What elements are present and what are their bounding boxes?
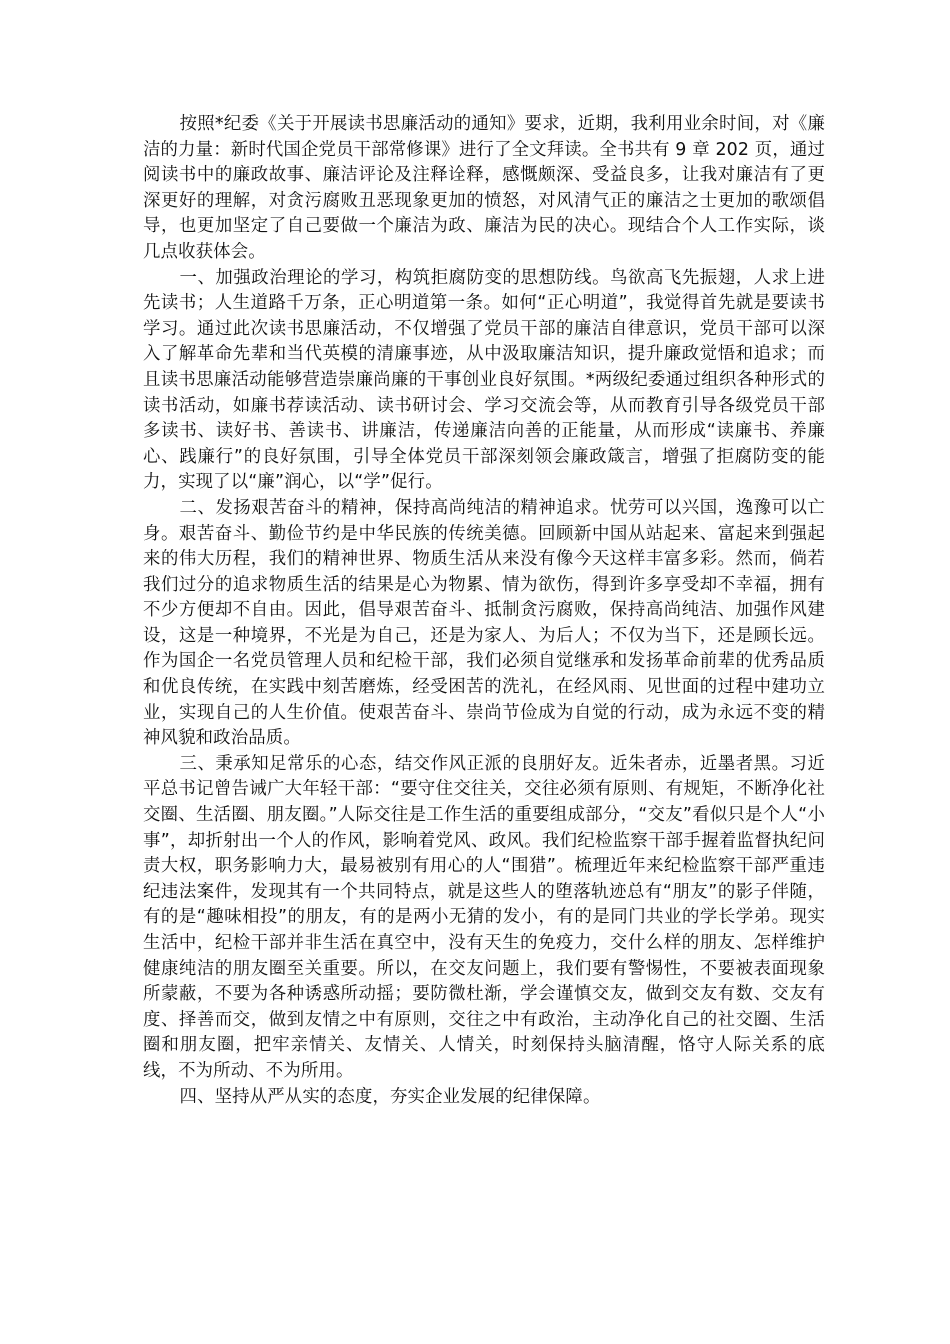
- paragraph-intro: 按照*纪委《关于开展读书思廉活动的通知》要求，近期，我利用业余时间，对《廉洁的力量：新时代国企党员干部常修课》进行了全文拜读。全书共有 9 章 202 页，通过阅读书中的廉政故事、廉洁评论及注释诠释，感慨颇深、受益良多，让我对廉洁有了更深更好的理解，对贪污腐败丑恶现象更加的愤怒，对风清气正的廉洁之士更加的歌颂倡导，也更加坚定了自己要做一个廉洁为政、廉洁为民的决心。现结合个人工作实际，谈几点收获体会。: [143, 114, 825, 262]
- paragraph-section-2: 二、发扬艰苦奋斗的精神，保持高尚纯洁的精神追求。忧劳可以兴国，逸豫可以亡身。艰苦奋斗、勤俭节约是中华民族的传统美德。回顾新中国从站起来、富起来到强起来的伟大历程，我们的精神世界、物质生活从来没有像今天这样丰富多彩。然而，倘若我们过分的追求物质生活的结果是心为物累、情为欲伤，得到许多享受却不幸福，拥有不少方便却不自由。因此，倡导艰苦奋斗、抵制贪污腐败，保持高尚纯洁、加强作风建设，这是一种境界，不光是为自己，还是为家人、为后人；不仅为当下，还是顾长远。作为国企一名党员管理人员和纪检干部，我们必须自觉继承和发扬革命前辈的优秀品质和优良传统，在实践中刻苦磨炼，经受困苦的洗礼，在经风雨、见世面的过程中建功立业，实现自己的人生价值。使艰苦奋斗、崇尚节俭成为自觉的行动，成为永远不变的精神风貌和政治品质。: [143, 497, 825, 749]
- paragraph-section-1: 一、加强政治理论的学习，构筑拒腐防变的思想防线。鸟欲高飞先振翅，人求上进先读书；人生道路千万条，正心明道第一条。如何“正心明道”，我觉得首先就是要读书学习。通过此次读书思廉活动，不仅增强了党员干部的廉洁自律意识，党员干部可以深入了解革命先辈和当代英模的清廉事迹，从中汲取廉洁知识，提升廉政觉悟和追求；而且读书思廉活动能够营造崇廉尚廉的干事创业良好氛围。*两级纪委通过组织各种形式的读书活动，如廉书荐读活动、读书研讨会、学习交流会等，从而教育引导各级党员干部多读书、读好书、善读书、讲廉洁，传递廉洁向善的正能量，从而形成“读廉书、养廉心、践廉行”的良好氛围，引导全体党员干部深刻领会廉政箴言，增强了拒腐防变的能力，实现了以“廉”润心，以“学”促行。: [143, 267, 825, 493]
- paragraph-section-4: 四、坚持从严从实的态度，夯实企业发展的纪律保障。: [179, 1086, 601, 1107]
- document-body: [143, 112, 825, 1110]
- paragraph-section-3: 三、秉承知足常乐的心态，结交作风正派的良朋好友。近朱者赤，近墨者黑。习近平总书记曾告诫广大年轻干部：“要守住交往关，交往必须有原则、有规矩，不断净化社交圈、生活圈、朋友圈。”人际交往是工作生活的重要组成部分，“交友”看似只是个人“小事”，却折射出一个人的作风，影响着党风、政风。我们纪检监察干部手握着监督执纪问责大权，职务影响力大，最易被别有用心的人“围猎”。梳理近年来纪检监察干部严重违纪违法案件，发现其有一个共同特点，就是这些人的堕落轨迹总有“朋友”的影子伴随，有的是“趣味相投”的朋友，有的是两小无猜的发小，有的是同门共业的学长学弟。现实生活中，纪检干部并非生活在真空中，没有天生的免疫力，交什么样的朋友、怎样维护健康纯洁的朋友圈至关重要。所以，在交友问题上，我们要有警惕性，不要被表面现象所蒙蔽，不要为各种诱惑所动摇；要防微杜渐，学会谨慎交友，做到交友有数、交友有度、择善而交，做到友情之中有原则，交往之中有政治，主动净化自己的社交圈、生活圈和朋友圈，把牢亲情关、友情关、人情关，时刻保持头脑清醒，恪守人际关系的底线，不为所动、不为所用。: [143, 753, 825, 1081]
